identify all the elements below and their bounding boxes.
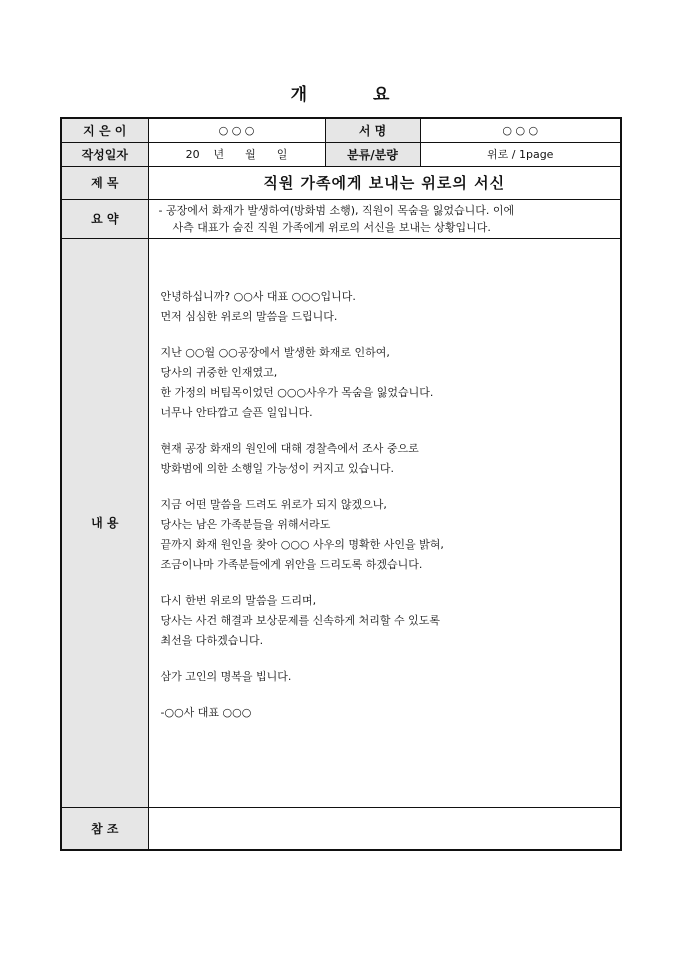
summary-value — [148, 199, 621, 238]
letter-line: 먼저 심심한 위로의 말씀을 드립니다. — [160, 309, 338, 323]
author-value: ○ ○ ○ — [148, 118, 325, 142]
letter-line: 당사는 사건 해결과 보상문제를 신속하게 처리할 수 있도록 — [160, 613, 440, 627]
category-label: 분류/분량 — [325, 142, 420, 166]
author-row — [61, 118, 621, 142]
letter-line: 현재 공장 화재의 원인에 대해 경찰측에서 조사 중으로 — [160, 441, 419, 455]
category-value: 위로 / 1page — [420, 142, 621, 166]
content-body — [148, 238, 621, 807]
letter-line: 한 가정의 버팀목이었던 ○○○사우가 목숨을 잃었습니다. — [160, 385, 434, 399]
date-row — [61, 142, 621, 166]
letter-line: 다시 한번 위로의 말씀을 드리며, — [160, 593, 317, 607]
letter-text — [149, 239, 621, 723]
signature-value: ○ ○ ○ — [420, 118, 621, 142]
date-value: 20 년 월 일 — [148, 142, 325, 166]
letter-paragraph — [161, 703, 621, 723]
reference-label: 참 조 — [61, 807, 148, 850]
letter-line: 조금이나마 가족분들에게 위안을 드리도록 하겠습니다. — [160, 557, 423, 571]
letter-line: 지금 어떤 말씀을 드려도 위로가 되지 않겠으나, — [160, 497, 387, 511]
letter-paragraph — [161, 287, 621, 327]
content-label: 내 용 — [61, 238, 148, 807]
letter-line: 당사의 귀중한 인재였고, — [160, 365, 278, 379]
letter-paragraph — [161, 495, 621, 575]
signature-label: 서 명 — [325, 118, 420, 142]
document-title: 개 요 — [290, 85, 420, 105]
letter-line: 삼가 고인의 명복을 빕니다. — [160, 669, 292, 683]
letter-line: -○○사 대표 ○○○ — [160, 705, 252, 719]
letter-line: 너무나 안타깝고 슬픈 일입니다. — [160, 405, 313, 419]
letter-paragraph — [161, 343, 621, 423]
summary-form-table — [60, 117, 622, 851]
letter-line: 최선을 다하겠습니다. — [160, 633, 264, 647]
summary-row — [61, 199, 621, 238]
summary-line: - 공장에서 화재가 발생하여(방화범 소행), 직원이 목숨을 잃었습니다. 이에 — [158, 203, 515, 217]
date-label: 작성일자 — [61, 142, 148, 166]
author-label: 지 은 이 — [61, 118, 148, 142]
reference-value — [148, 807, 621, 850]
content-row — [61, 238, 621, 807]
letter-line: 방화범에 의한 소행일 가능성이 커지고 있습니다. — [160, 461, 394, 475]
letter-line: 지난 ○○월 ○○공장에서 발생한 화재로 인하여, — [160, 345, 390, 359]
reference-row — [61, 807, 621, 850]
letter-line: 끝까지 화재 원인을 찾아 ○○○ 사우의 명확한 사인을 밝혀, — [160, 537, 444, 551]
letter-line: 당사는 남은 가족분들을 위해서라도 — [160, 517, 331, 531]
letter-paragraph — [161, 439, 621, 479]
letter-paragraph — [161, 667, 621, 687]
letter-paragraph — [161, 591, 621, 651]
subject-row — [61, 166, 621, 199]
subject-label: 제 목 — [61, 166, 148, 199]
summary-label: 요 약 — [61, 199, 148, 238]
subject-value: 직원 가족에게 보내는 위로의 서신 — [148, 166, 621, 199]
letter-line: 안녕하십니까? ○○사 대표 ○○○입니다. — [160, 289, 356, 303]
summary-line: 사측 대표가 숨진 직원 가족에게 위로의 서신을 보내는 상황입니다. — [172, 220, 491, 234]
